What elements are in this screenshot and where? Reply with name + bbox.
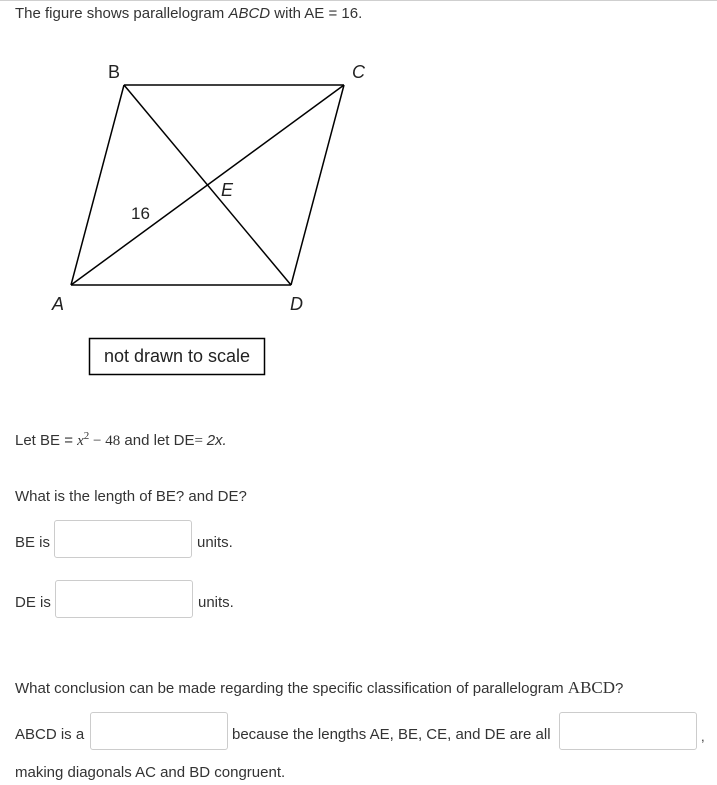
vertex-label-b: B	[108, 62, 121, 82]
given-prefix: Let BE =	[15, 432, 78, 449]
point-label-e: E	[221, 180, 234, 200]
de-answer-input[interactable]	[55, 580, 193, 618]
question-two-prefix: What conclusion can be made regarding the specific classification of parallelogram	[15, 680, 568, 697]
given-variable: x	[77, 433, 84, 449]
be-label: BE is	[15, 534, 51, 551]
be-units: units.	[197, 534, 233, 551]
given-equals: =	[194, 433, 207, 449]
de-units: units.	[198, 594, 234, 611]
conclusion-comma: ,	[701, 729, 705, 744]
intro-prefix: The figure shows parallelogram	[15, 5, 229, 22]
segment-label-ae: 16	[131, 204, 150, 223]
vertex-label-a: A	[52, 294, 65, 314]
conclusion-middle: because the lengths AE, BE, CE, and DE are all	[232, 726, 551, 743]
question-two-suffix: ?	[615, 680, 624, 697]
intro-suffix: with AE = 16.	[270, 5, 363, 22]
question-two-shape: ABCD	[567, 678, 616, 697]
reason-input[interactable]	[559, 712, 697, 750]
given-minus: − 48	[89, 433, 121, 449]
side-cd	[291, 85, 344, 285]
scale-note: not drawn to scale	[103, 346, 251, 366]
given-exponent: 2	[83, 430, 90, 442]
be-answer-input[interactable]	[54, 520, 192, 558]
question-two	[15, 679, 623, 698]
conclusion-prefix: ABCD is a	[15, 726, 85, 743]
given-rhs: 2x.	[206, 432, 227, 449]
vertex-label-c: C	[352, 62, 365, 82]
diagonal-bd	[124, 85, 291, 285]
intro-shape: ABCD	[228, 5, 271, 22]
de-label: DE is	[15, 594, 51, 611]
side-ab	[71, 85, 124, 285]
question-one: What is the length of BE? and DE?	[15, 488, 247, 505]
given-expression	[15, 427, 227, 450]
given-mid: and let DE	[120, 432, 195, 449]
vertex-label-d: D	[290, 294, 303, 314]
conclusion-line-two: making diagonals AC and BD congruent.	[15, 764, 286, 781]
classification-input[interactable]	[90, 712, 228, 750]
